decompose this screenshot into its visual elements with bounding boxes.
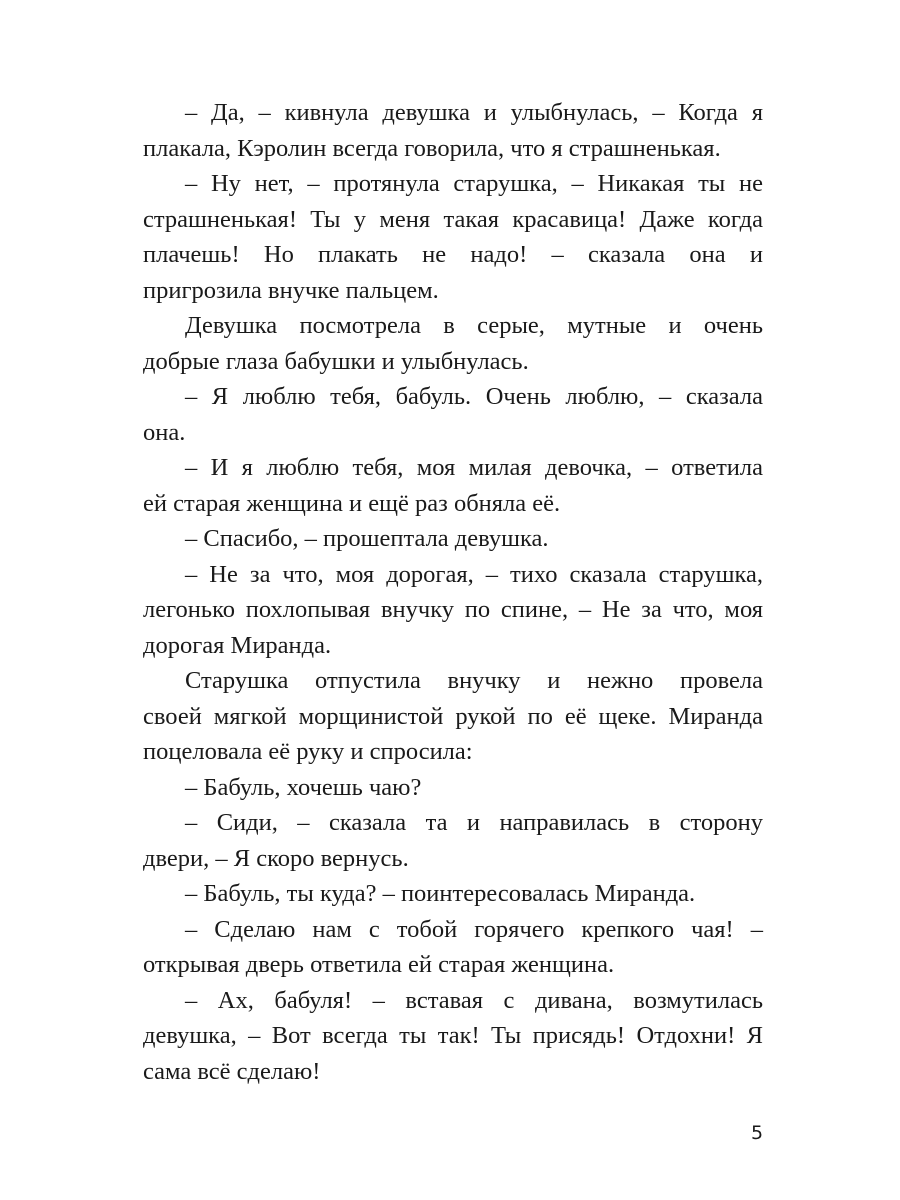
page-body-text (143, 95, 763, 1089)
text-line: добрые глаза бабушки и улыбнулась. (143, 347, 529, 375)
text-line: – Я люблю тебя, бабуль. Очень люблю, – сказала (185, 383, 763, 410)
text-line: – Спасибо, – прошептала девушка. (185, 525, 549, 552)
text-line: плачешь! Но плакать не надо! – сказала она и (143, 241, 763, 268)
text-line: – Не за что, моя дорогая, – тихо сказала старушка, (185, 560, 763, 588)
paragraph (143, 983, 763, 1090)
paragraph (143, 166, 763, 308)
paragraph (143, 805, 763, 876)
text-line: плакала, Кэролин всегда говорила, что я страшненькая. (143, 134, 721, 162)
text-line: – И я люблю тебя, моя милая девочка, – ответила (185, 454, 763, 481)
paragraph (143, 95, 763, 166)
text-line: поцеловала её руку и спросила: (143, 738, 473, 765)
text-line: – Ах, бабуля! – вставая с дивана, возмутилась (185, 986, 763, 1014)
text-line: Старушка отпустила внучку и нежно провела (185, 667, 763, 694)
text-line: – Бабуль, хочешь чаю? (185, 773, 422, 801)
paragraph (143, 450, 763, 521)
text-line: открывая дверь ответила ей старая женщина. (143, 951, 615, 978)
paragraph (143, 770, 763, 806)
text-line: двери, – Я скоро вернусь. (143, 844, 409, 872)
text-line: страшненькая! Ты у меня такая красавица! Даже когда (143, 205, 763, 233)
text-line: – Бабуль, ты куда? – поинтересовалась Миранда. (185, 880, 696, 907)
text-line: девушка, – Вот всегда ты так! Ты присядь! Отдохни! Я (143, 1022, 763, 1049)
text-line: – Да, – кивнула девушка и улыбнулась, – Когда я (185, 99, 763, 126)
text-line: Девушка посмотрела в серые, мутные и очень (185, 312, 763, 339)
text-line: – Сделаю нам с тобой горячего крепкого чая! – (185, 915, 763, 943)
paragraph (143, 521, 763, 557)
text-line: ей старая женщина и ещё раз обняла её. (143, 489, 561, 517)
paragraph (143, 912, 763, 983)
paragraph (143, 876, 763, 912)
text-line: – Ну нет, – протянула старушка, – Никакая ты не (185, 170, 763, 197)
text-line: своей мягкой морщинистой рукой по её щеке. Миранда (143, 702, 763, 730)
text-line: пригрозила внучке пальцем. (143, 276, 439, 304)
paragraph (143, 379, 763, 450)
text-line: – Сиди, – сказала та и направилась в сторону (185, 809, 763, 836)
text-line: она. (143, 418, 186, 446)
text-line: дорогая Миранда. (143, 631, 332, 659)
paragraph (143, 663, 763, 770)
paragraph (143, 557, 763, 664)
text-line: легонько похлопывая внучку по спине, – Не за что, моя (143, 596, 763, 623)
page-number: 5 (751, 1122, 764, 1144)
text-line: сама всё сделаю! (143, 1057, 321, 1085)
paragraph (143, 308, 763, 379)
